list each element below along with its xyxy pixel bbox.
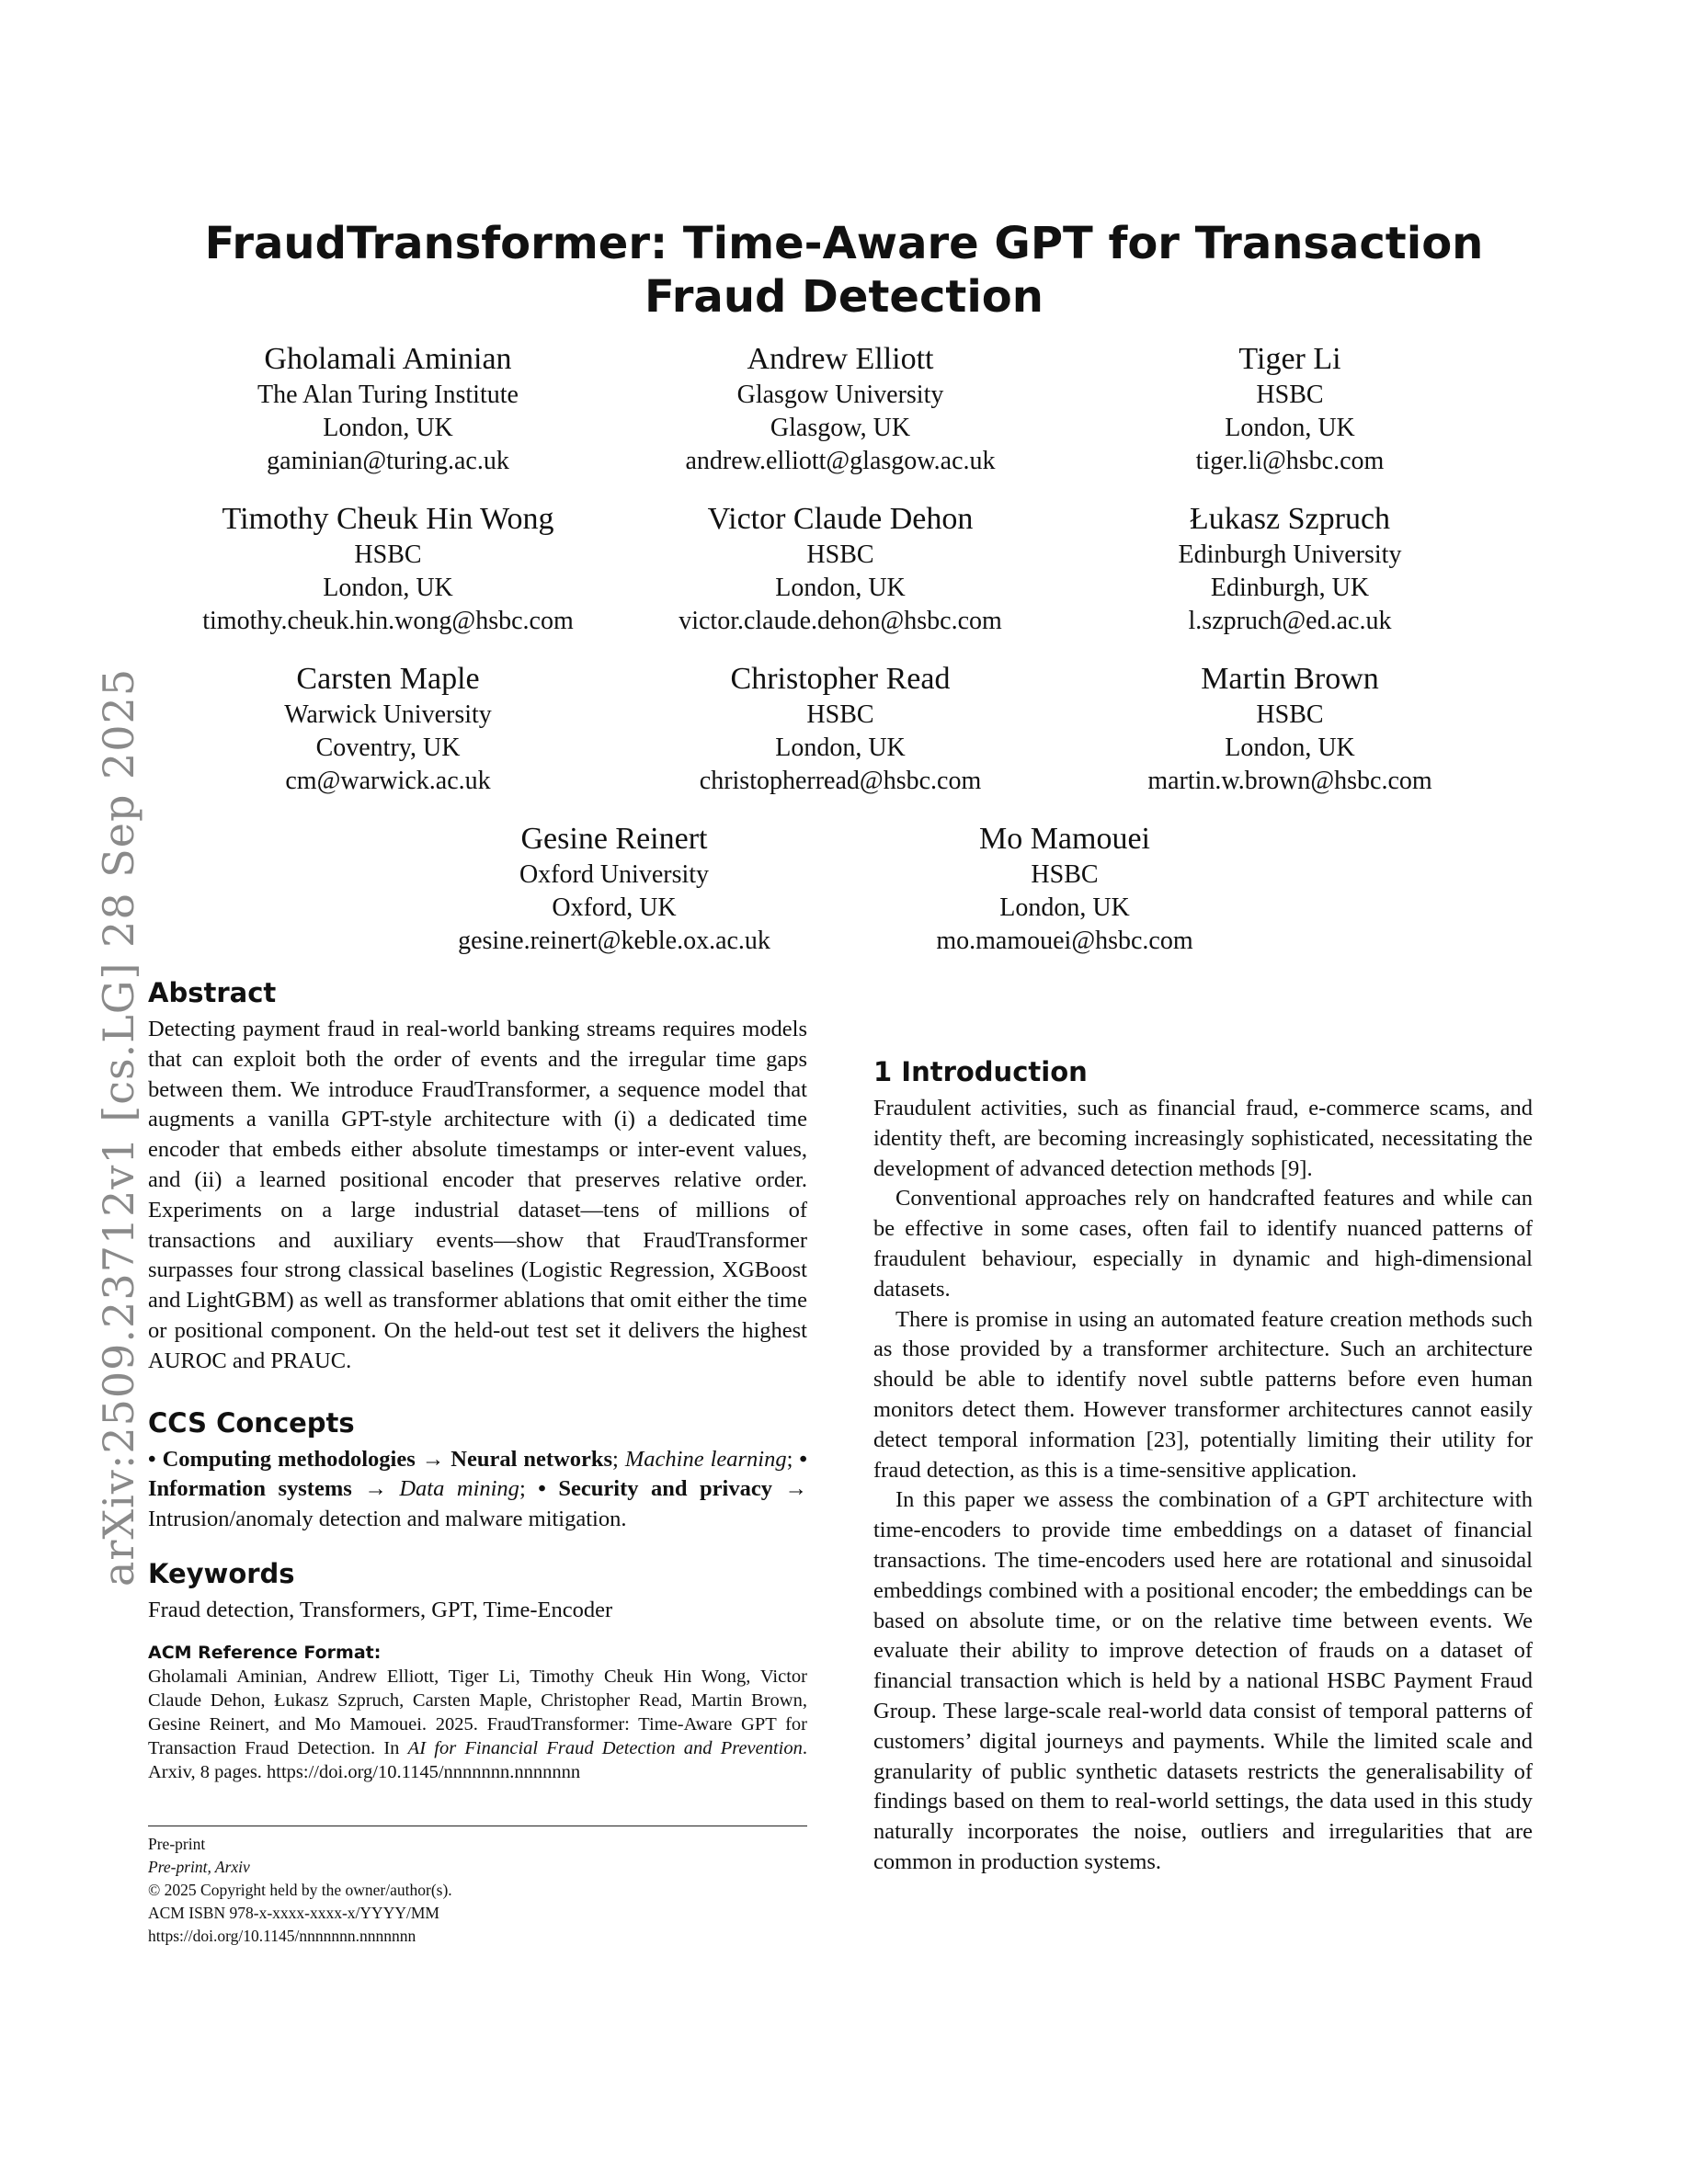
author-name: Gholamali Aminian — [264, 342, 512, 376]
acm-ref-venue: AI for Financial Fraud Detection and Prevention — [407, 1737, 803, 1758]
author-affiliation: HSBC — [1256, 700, 1324, 729]
author-name: Andrew Elliott — [747, 342, 934, 376]
author-affiliation: Edinburgh University — [1178, 540, 1402, 569]
ccs-term: • Information systems — [148, 1446, 807, 1502]
author-block — [826, 820, 1304, 958]
author-affiliation: HSBC — [806, 700, 874, 729]
author-location: Edinburgh, UK — [1210, 574, 1370, 602]
ccs-term: • Security and privacy — [538, 1476, 772, 1502]
author-email: mo.mamouei@hsbc.com — [936, 927, 1193, 955]
author-affiliation: The Alan Turing Institute — [257, 381, 519, 409]
ccs-heading: CCS Concepts — [148, 1406, 355, 1439]
right-column — [873, 1055, 1533, 1878]
author-block — [601, 340, 1079, 478]
author-location: London, UK — [1225, 734, 1355, 762]
author-email: l.szpruch@ed.ac.uk — [1188, 607, 1392, 635]
ccs-text: • Computing methodologies → Neural networks; Machine learning; • Information systems → Data mining; • Security and privacy → Intrusion/anomaly detection and malware mitigation. — [148, 1446, 808, 1532]
author-email: andrew.elliott@glasgow.ac.uk — [685, 447, 996, 475]
acm-ref-body: Gholamali Aminian, Andrew Elliott, Tiger Li, Timothy Cheuk Hin Wong, Victor Claude Dehon, Łukasz Szpruch, Carsten Maple, Christopher Read, Martin Brown, Gesine Reinert, and Mo Mamouei. 2025. FraudTransformer: Time-Aware GPT for Transaction Fraud Detection. In — [148, 1666, 807, 1758]
author-affiliation: HSBC — [806, 540, 874, 569]
author-affiliation: Oxford University — [519, 860, 710, 889]
author-block — [1051, 500, 1529, 638]
author-block — [601, 500, 1079, 638]
intro-paragraph: In this paper we assess the combination of a GPT architecture with time-encoders to provide time embeddings on a dataset of financial transactions. The time-encoders used here are rotational and sinusoidal embeddings combined with a positional encoder; the embeddings can be based on absolute time, or on the relative time between events. We evaluate their ability to improve detection of frauds on a dataset of financial transaction which is held by a national HSBC Payment Fraud Group. These large-scale real-world data consist of temporal patterns of customers’ digital journeys and payments. While the limited scale and granularity of public synthetic datasets restricts the generalisability of findings based on them to real-world settings, the data used in this study naturally incorporates the noise, outliers and irregularities that are common in production systems. — [873, 1487, 1533, 1874]
abstract-text: Detecting payment fraud in real-world banking streams requires models that can exploit both the order of events and the irregular time gaps between them. We introduce FraudTransformer, a sequence model that augments a vanilla GPT-style architecture with (i) a dedicated time encoder that embeds either absolute timestamps or inter-event values, and (ii) a learned positional encoder that preserves relative order. Experiments on a large industrial dataset—tens of millions of transactions and auxiliary events—show that FraudTransformer surpasses four strong classical baselines (Logistic Regression, XGBoost and LightGBM) as well as transformer ablations that omit either the time or positional component. On the held-out test set it delivers the highest AUROC and PRAUC. — [148, 1017, 807, 1373]
ccs-arrow: → — [364, 1476, 387, 1502]
introduction-heading: 1 Introduction — [873, 1056, 1088, 1087]
author-location: London, UK — [775, 734, 906, 762]
author-block — [149, 660, 627, 798]
ccs-term: Data mining — [399, 1476, 519, 1502]
author-block — [149, 500, 627, 638]
ccs-term: • Computing methodologies — [148, 1446, 416, 1472]
author-location: Oxford, UK — [552, 893, 677, 922]
author-block — [1051, 660, 1529, 798]
author-email: timothy.cheuk.hin.wong@hsbc.com — [202, 607, 574, 635]
keywords-heading: Keywords — [148, 1557, 295, 1589]
intro-paragraph: Fraudulent activities, such as financial fraud, e-commerce scams, and identity theft, are becoming increasingly sophisticated, necessitating the development of advanced detection methods [9]. — [873, 1096, 1533, 1181]
author-email: martin.w.brown@hsbc.com — [1147, 767, 1432, 795]
keywords-text: Fraud detection, Transformers, GPT, Time-Encoder — [148, 1597, 613, 1622]
acm-ref-heading: ACM Reference Format: — [148, 1642, 382, 1663]
ccs-term: Neural networks — [451, 1446, 613, 1472]
acm-ref-tail: . Arxiv, 8 pages. https://doi.org/10.1145/nnnnnnn.nnnnnnn — [148, 1737, 807, 1782]
author-name: Mo Mamouei — [978, 822, 1151, 856]
author-name: Łukasz Szpruch — [1189, 502, 1391, 536]
author-name: Gesine Reinert — [520, 822, 708, 856]
author-email: gaminian@turing.ac.uk — [267, 447, 509, 475]
author-affiliation: Glasgow University — [736, 381, 944, 409]
author-block — [1051, 340, 1529, 478]
author-location: Glasgow, UK — [770, 414, 911, 442]
author-location: London, UK — [999, 893, 1130, 922]
author-email: christopherread@hsbc.com — [699, 767, 982, 795]
author-affiliation: HSBC — [1031, 860, 1099, 889]
author-email: gesine.reinert@keble.ox.ac.uk — [458, 927, 770, 955]
author-name: Christopher Read — [730, 662, 951, 696]
footnote — [148, 1833, 807, 1948]
arxiv-stamp: arXiv:2509.23712v1 [cs.LG] 28 Sep 2025 — [94, 667, 143, 1587]
author-location: London, UK — [323, 574, 453, 602]
author-location: London, UK — [775, 574, 906, 602]
author-email: cm@warwick.ac.uk — [285, 767, 491, 795]
ccs-arrow: → — [784, 1476, 808, 1502]
author-name: Timothy Cheuk Hin Wong — [222, 502, 554, 536]
author-name: Carsten Maple — [296, 662, 480, 696]
footnote-line: https://doi.org/10.1145/nnnnnnn.nnnnnnn — [148, 1927, 416, 1945]
author-location: Coventry, UK — [315, 734, 461, 762]
author-block — [375, 820, 853, 958]
abstract-heading: Abstract — [148, 977, 277, 1008]
paper-title: FraudTransformer: Time-Aware GPT for Transaction Fraud Detection — [204, 218, 1484, 323]
author-affiliation: HSBC — [1256, 381, 1324, 409]
author-name: Martin Brown — [1201, 662, 1379, 696]
author-name: Victor Claude Dehon — [707, 502, 974, 536]
ccs-term: Intrusion/anomaly detection and malware mitigation. — [148, 1507, 627, 1532]
author-email: tiger.li@hsbc.com — [1195, 447, 1385, 475]
author-affiliation: HSBC — [354, 540, 422, 569]
footnote-line: Pre-print — [148, 1835, 206, 1853]
author-affiliation: Warwick University — [284, 700, 492, 729]
footnote-line: Pre-print, Arxiv — [148, 1858, 250, 1876]
acm-ref-text — [148, 1665, 807, 1784]
author-location: London, UK — [323, 414, 453, 442]
author-name: Tiger Li — [1238, 342, 1341, 376]
intro-paragraph: There is promise in using an automated feature creation methods such as those provided by a transformer architecture. Such an architecture should be able to identify novel subtle patterns before even human monitors detect them. However transformer architectures cannot easily detect temporal information [23], potentially limiting their utility for fraud detection, as this is a time-sensitive application. — [873, 1306, 1533, 1483]
ccs-term: Machine learning — [624, 1446, 787, 1472]
author-location: London, UK — [1225, 414, 1355, 442]
author-block — [149, 340, 627, 478]
footnote-line: ACM ISBN 978-x-xxxx-xxxx-x/YYYY/MM — [148, 1904, 439, 1922]
ccs-arrow: → — [421, 1446, 445, 1472]
footnote-line: © 2025 Copyright held by the owner/author(s). — [148, 1881, 452, 1899]
intro-paragraph: Conventional approaches rely on handcrafted features and while can be effective in some cases, often fail to identify nuanced patterns of fraudulent behaviour, especially in dynamic and high-dimensional datasets. — [873, 1186, 1533, 1302]
left-column — [148, 976, 807, 1784]
author-email: victor.claude.dehon@hsbc.com — [679, 607, 1002, 635]
author-block — [601, 660, 1079, 798]
